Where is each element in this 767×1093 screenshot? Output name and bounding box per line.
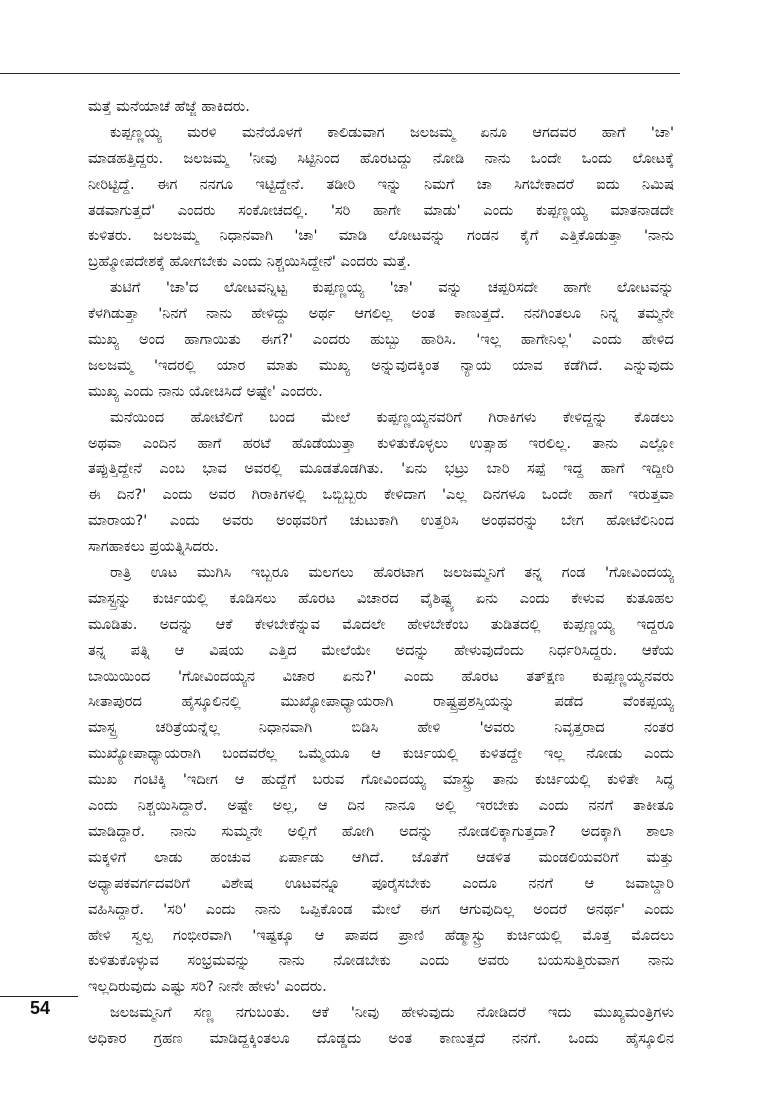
text-line: ಈ ದಿನ?' ಎಂದು ಅವರ ಗಿರಾಕಿಗಳಲ್ಲಿ ಒಬ್ಬಿಬ್ಬರು ಕೇಳಿದಾಗ 'ಎಲ್ಲ ದಿನಗಳೂ ಒಂದೇ ಹಾಗೆ ಇರುತ್ತವಾ <box>88 486 674 504</box>
text-line: ಸೀತಾಪುರದ ಹೈಸ್ಕೂಲಿನಲ್ಲಿ ಮುಖ್ಯೋಪಾಧ್ಯಾಯರಾಗಿ ರಾಷ್ಟ್ರಪ್ರಶಸ್ತಿಯನ್ನು ಪಡೆದ ವೆಂಕಪ್ಪಯ್ಯ <box>88 693 674 711</box>
text-line: ಅಧಿಕಾರ ಗ್ರಹಣ ಮಾಡಿದ್ದಕ್ಕಿಂತಲೂ ದೊಡ್ಡದು ಅಂತ ಕಾಣುತ್ತದೆ ನನಗೆ. ಒಂದು ಹೈಸ್ಕೂಲಿನ <box>88 1030 674 1048</box>
text-line: ಮಕ್ಕಳಿಗೆ ಲಾಡು ಹಂಚುವ ಏರ್ಪಾಡು ಆಗಿದೆ. ಜೊತೆಗೆ ಆಡಳಿತ ಮಂಡಲಿಯವರಿಗೆ ಮತ್ತು <box>88 848 674 866</box>
text-line: ಜಲಜಮ್ಮನಿಗೆ ಸಣ್ಣ ನಗುಬಂತು. ಆಕೆ 'ನೀವು ಹೇಳುವುದು ನೋಡಿದರೆ ಇದು ಮುಖ್ಯಮಂತ್ರಿಗಳು <box>110 1004 674 1022</box>
text-line: ಮಾರಾಯ?' ಎಂದು ಅವರು ಅಂಥವರಿಗೆ ಚುಟುಕಾಗಿ ಉತ್ತರಿಸಿ ಅಂಥವರನ್ನು ಬೇಗ ಹೋಟೆಲಿನಿಂದ <box>88 512 674 530</box>
page-text <box>88 94 674 1052</box>
text-line: ಕುಳಿತರು. ಜಲಜಮ್ಮ ನಿಧಾನವಾಗಿ 'ಚಾ' ಮಾಡಿ ಲೋಟವನ್ನು ಗಂಡನ ಕೈಗೆ ಎತ್ತಿಕೊಡುತ್ತಾ 'ನಾನು <box>88 227 674 245</box>
text-line: ಹೇಳಿ ಸ್ವಲ್ಪ ಗಂಭೀರವಾಗಿ 'ಇಷ್ಟಕ್ಕೂ ಆ ಪಾಪದ ಪ್ರಾಣಿ ಹೆಡ್ಮಾಸ್ಟ್ರು ಕುರ್ಚಿಯಲ್ಲಿ ಮೊತ್ತ ಮೊದಲು <box>88 926 674 944</box>
text-line: ಮಾಸ್ಟ್ರನ್ನು ಕುರ್ಚಿಯಲ್ಲಿ ಕೂಡಿಸಲು ಹೊರಟ ವಿಚಾರದ ವೈಶಿಷ್ಟ್ಯ ಏನು ಎಂದು ಕೇಳುವ ಕುತೂಹಲ <box>88 589 674 607</box>
text-line: ಕೆಳಗಿಡುತ್ತಾ 'ನಿನಗೆ ನಾನು ಹೇಳಿದ್ದು ಅರ್ಥ ಆಗಲಿಲ್ಲ ಅಂತ ಕಾಣುತ್ತದೆ. ನನಗಿಂತಲೂ ನಿನ್ನ ತಮ್ಮನೇ <box>88 305 674 323</box>
text-line: ತುಟಿಗೆ 'ಚಾ'ದ ಲೋಟವನ್ನಿಟ್ಟ ಕುಪ್ಪಣ್ಣಯ್ಯ 'ಚಾ' ವನ್ನು ಚಪ್ಪರಿಸದೇ ಹಾಗೇ ಲೋಟವನ್ನು <box>110 279 674 297</box>
text-line: ತಡವಾಗುತ್ತದೆ' ಎಂದರು ಸಂಕೋಚದಲ್ಲಿ. 'ಸರಿ ಹಾಗೇ ಮಾಡು' ಎಂದು ಕುಪ್ಪಣ್ಣಯ್ಯ ಮಾತನಾಡದೇ <box>88 201 674 219</box>
text-line: ಅಧ್ಯಾಪಕವರ್ಗದವರಿಗೆ ವಿಶೇಷ ಊಟವನ್ನೂ ಪೂರೈಸಬೇಕು ಎಂದೂ ನನಗೆ ಆ ಜವಾಬ್ದಾರಿ <box>88 874 674 892</box>
text-line: ಮುಖ್ಯ ಅಂದ ಹಾಗಾಯಿತು ಈಗ?' ಎಂದರು ಹುಬ್ಬು ಹಾರಿಸಿ. 'ಇಲ್ಲ ಹಾಗೇನಿಲ್ಲ' ಎಂದು ಹೇಳಿದ <box>88 331 674 349</box>
text-line: ಸಾಗಹಾಕಲು ಪ್ರಯತ್ನಿಸಿದರು. <box>88 538 219 556</box>
header-rule <box>0 73 680 74</box>
text-line: ಕುಳಿತುಕೊಳ್ಳುವ ಸಂಭ್ರಮವನ್ನು ನಾನು ನೋಡಬೇಕು ಎಂದು ಅವರು ಬಯಸುತ್ತಿರುವಾಗ ನಾನು <box>88 952 674 970</box>
text-line: ನೀರಿಟ್ಟಿದ್ದೆ. ಈಗ ನನಗೂ ಇಟ್ಟಿದ್ದೇನೆ. ತಡೀರಿ ಇನ್ನು ನಿಮಗೆ ಚಾ ಸಿಗಬೇಕಾದರೆ ಐದು ನಿಮಿಷ <box>88 175 674 193</box>
footer-rule <box>0 996 78 997</box>
text-line: ಮಾಡಹತ್ತಿದ್ದರು. ಜಲಜಮ್ಮ 'ನೀವು ಸಿಟ್ಟಿನಿಂದ ಹೊರಟದ್ದು ನೋಡಿ ನಾನು ಒಂದೇ ಒಂದು ಲೋಟಕ್ಕೆ <box>88 149 674 167</box>
text-line: ತಪ್ಪುತ್ತಿದ್ದೇನೆ ಎಂಬ ಭಾವ ಅವರಲ್ಲಿ ಮೂಡತೊಡಗಿತು. 'ಏನು ಭಟ್ರು ಬಾರಿ ಸಪ್ಪೆ ಇದ್ದ ಹಾಗೆ ಇದ್ದೀರಿ <box>88 460 674 478</box>
text-line: ಬ್ರಹ್ಮೋಪದೇಶಕ್ಕೆ ಹೋಗಬೇಕು ಎಂದು ನಿಶ್ಚಯಿಸಿದ್ದೇನೆ' ಎಂದರು ಮತ್ತೆ. <box>88 253 411 271</box>
text-line: ಮಾಸ್ಟ್ರ ಚರಿತ್ರೆಯನ್ನೆಲ್ಲ ನಿಧಾನವಾಗಿ ಬಿಡಿಸಿ ಹೇಳಿ 'ಅವರು ನಿವೃತ್ತರಾದ ನಂತರ <box>88 719 674 737</box>
text-line: ಮುಖ್ಯೋಪಾಧ್ಯಾಯರಾಗಿ ಬಂದವರೆಲ್ಲ ಒಮ್ಮೆಯೂ ಆ ಕುರ್ಚಿಯಲ್ಲಿ ಕುಳಿತದ್ದೇ ಇಲ್ಲ ನೋಡು ಎಂದು <box>88 745 674 763</box>
text-line: ಮತ್ತೆ ಮನೆಯಾಚೆ ಹೆಜ್ಜೆ ಹಾಕಿದರು. <box>88 98 250 115</box>
text-line: ಇಲ್ಲದಿರುವುದು ಎಷ್ಟು ಸರಿ? ನೀನೇ ಹೇಳು' ಎಂದರು. <box>88 978 327 996</box>
text-line: ಮನೆಯಿಂದ ಹೋಟೆಲಿಗೆ ಬಂದ ಮೇಲೆ ಕುಪ್ಪಣ್ಣಯ್ಯನವರಿಗೆ ಗಿರಾಕಿಗಳು ಕೇಳಿದ್ದನ್ನು ಕೊಡಲು <box>110 408 674 426</box>
text-line: ಕುಪ್ಪಣ್ಣಯ್ಯ ಮರಳಿ ಮನೆಯೊಳಗೆ ಕಾಲಿಡುವಾಗ ಜಲಜಮ್ಮ ಏನೂ ಆಗದವರ ಹಾಗೆ 'ಚಾ' <box>110 123 674 141</box>
text-line: ತನ್ನ ಪತ್ನಿ ಆ ವಿಷಯ ಎತ್ತಿದ ಮೇಲೆಯೇ ಅದನ್ನು ಹೇಳುವುದೆಂದು ನಿರ್ಧರಿಸಿದ್ದರು. ಆಕೆಯ <box>88 641 674 659</box>
text-line: ಮೂಡಿತು. ಅದನ್ನು ಆಕೆ ಕೇಳಬೇಕೆನ್ನುವ ಮೊದಲೇ ಹೇಳಬೇಕೆಂಬ ತುಡಿತದಲ್ಲಿ ಕುಪ್ಪಣ್ಣಯ್ಯ ಇದ್ದರೂ <box>88 615 674 633</box>
text-line: ಮುಖ್ಯ ಎಂದು ನಾನು ಯೋಚಿಸಿದೆ ಅಷ್ಟೇ' ಎಂದರು. <box>88 382 323 400</box>
page-number: 54 <box>30 998 51 1018</box>
text-line: ವಹಿಸಿದ್ದಾರೆ. 'ಸರಿ' ಎಂದು ನಾನು ಒಪ್ಪಿಕೊಂಡ ಮೇಲೆ ಈಗ ಆಗುವುದಿಲ್ಲ ಅಂದರೆ ಅನರ್ಥ' ಎಂದು <box>88 900 674 918</box>
text-line: ಜಲಜಮ್ಮ 'ಇದರಲ್ಲಿ ಯಾರ ಮಾತು ಮುಖ್ಯ ಅನ್ನುವುದಕ್ಕಿಂತ ನ್ಯಾಯ ಯಾವ ಕಡೆಗಿದೆ. ಎನ್ನುವುದು <box>88 356 674 374</box>
text-line: ಅಥವಾ ಎಂದಿನ ಹಾಗೆ ಹರಟೆ ಹೊಡೆಯುತ್ತಾ ಕುಳಿತುಕೊಳ್ಳಲು ಉತ್ಸಾಹ ಇರಲಿಲ್ಲ. ತಾನು ಎಲ್ಲೋ <box>88 434 674 452</box>
text-line: ಬಾಯಿಯಿಂದ 'ಗೋವಿಂದಯ್ಯನ ವಿಚಾರ ಏನು?' ಎಂದು ಹೊರಟ ತತ್‌ಕ್ಷಣ ಕುಪ್ಪಣ್ಣಯ್ಯನವರು <box>88 667 674 685</box>
text-line: ಮಾಡಿದ್ದಾರೆ. ನಾನು ಸುಮ್ಮನೇ ಅಲ್ಲಿಗೆ ಹೋಗಿ ಅದನ್ನು ನೋಡಲಿಕ್ಕಾಗುತ್ತದಾ? ಅದಕ್ಕಾಗಿ ಶಾಲಾ <box>88 822 674 840</box>
text-line: ರಾತ್ರಿ ಊಟ ಮುಗಿಸಿ ಇಬ್ಬರೂ ಮಲಗಲು ಹೊರಟಾಗ ಜಲಜಮ್ಮನಿಗೆ ತನ್ನ ಗಂಡ 'ಗೋವಿಂದಯ್ಯ <box>110 564 674 582</box>
text-line: ಎಂದು ನಿಶ್ಚಯಿಸಿದ್ದಾರೆ. ಅಷ್ಟೇ ಅಲ್ಲ, ಆ ದಿನ ನಾನೂ ಅಲ್ಲಿ ಇರಬೇಕು ಎಂದು ನನಗೆ ತಾಕೀತೂ <box>88 797 674 815</box>
text-line: ಮುಖ ಗಂಟಿಕ್ಕಿ 'ಇದೀಗ ಆ ಹುದ್ದೆಗೆ ಬರುವ ಗೋವಿಂದಯ್ಯ ಮಾಸ್ಟ್ರು ತಾನು ಕುರ್ಚಿಯಲ್ಲಿ ಕುಳಿತೇ ಸಿದ್ಧ <box>88 771 674 789</box>
